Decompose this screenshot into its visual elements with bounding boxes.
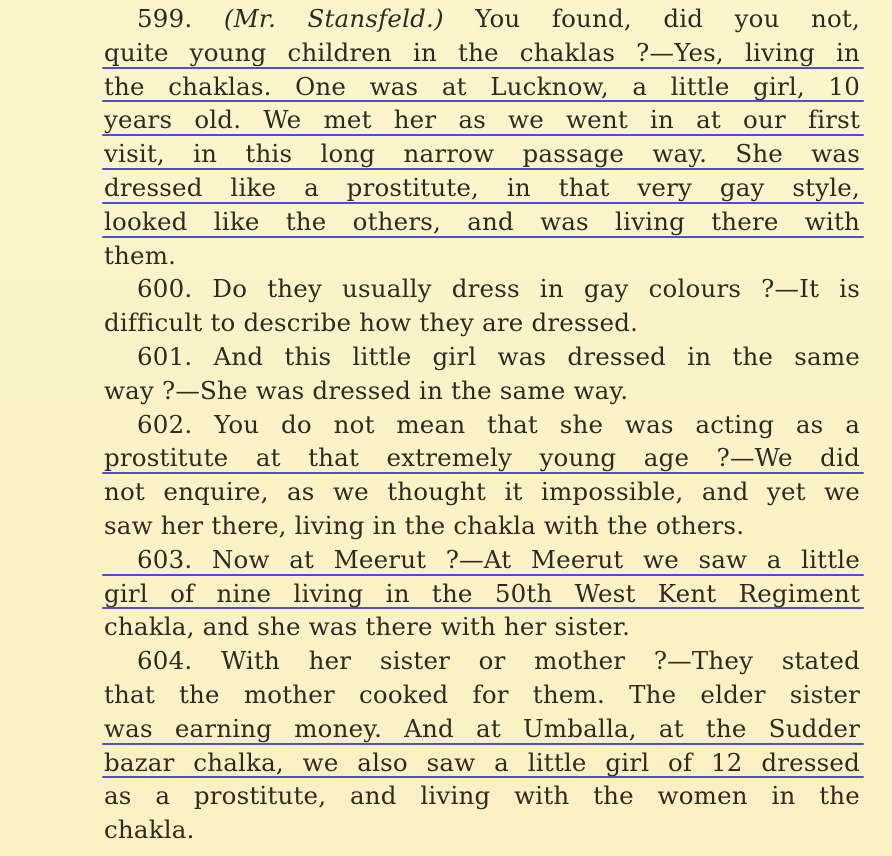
underlined-phrase: saw her there, living in the chakla with the others. [104,509,744,543]
text-line-8: them. [104,240,177,270]
underlined-phrase: way ?—She was dressed in the same way. [104,374,628,408]
text-line-9: 600. Do they usually dress in gay colours ?—It is [137,274,860,304]
text-line-7: looked like the others, and was living there with [104,205,860,239]
text-line-16 [104,509,860,543]
text-line-14: prostitute at that extremely young age ?—We did [104,441,860,475]
text-line-21: that the mother cooked for them. The elder sister [104,679,860,709]
text-line-3: the chaklas. One was at Lucknow, a little girl, 10 [104,70,860,104]
question-number: 599. [137,4,193,33]
text-line-11: 601. And this little girl was dressed in the same [137,341,860,371]
line-text: You found, did you not, [475,4,860,33]
text-line-24: as a prostitute, and living with the women in the [104,781,860,811]
text-line-15: not enquire, as we thought it impossible, and yet we [104,477,860,507]
text-line-19: chakla, and she was there with her sister. [104,612,631,642]
testimony-text [104,2,860,847]
text-line-17: 603. Now at Meerut ?—At Meerut we saw a little [104,543,860,577]
text-line-4: years old. We met her as we went in at our first [104,103,860,137]
text-line-10: difficult to describe how they are dressed. [104,308,639,338]
text-line-22: was earning money. And at Umballa, at the Sudder [104,712,860,746]
text-line-2: quite young children in the chaklas ?—Yes, living in [104,36,860,70]
text-line-20: 604. With her sister or mother ?—They stated [137,646,860,676]
text-line-13: 602. You do not mean that she was acting as a [137,409,860,439]
text-line-12 [104,374,860,408]
text-line-6: dressed like a prostitute, in that very gay style, [104,171,860,205]
text-line-18: girl of nine living in the 50th West Kent Regiment [104,577,860,611]
text-line-1 [104,2,860,36]
underlined-phrase: chakla. [104,813,195,847]
text-line-5: visit, in this long narrow passage way. She was [104,137,860,171]
text-line-25 [104,813,860,847]
text-line-23: bazar chalka, we also saw a little girl of 12 dressed [104,746,860,780]
speaker-label: (Mr. Stansfeld.) [223,4,444,33]
